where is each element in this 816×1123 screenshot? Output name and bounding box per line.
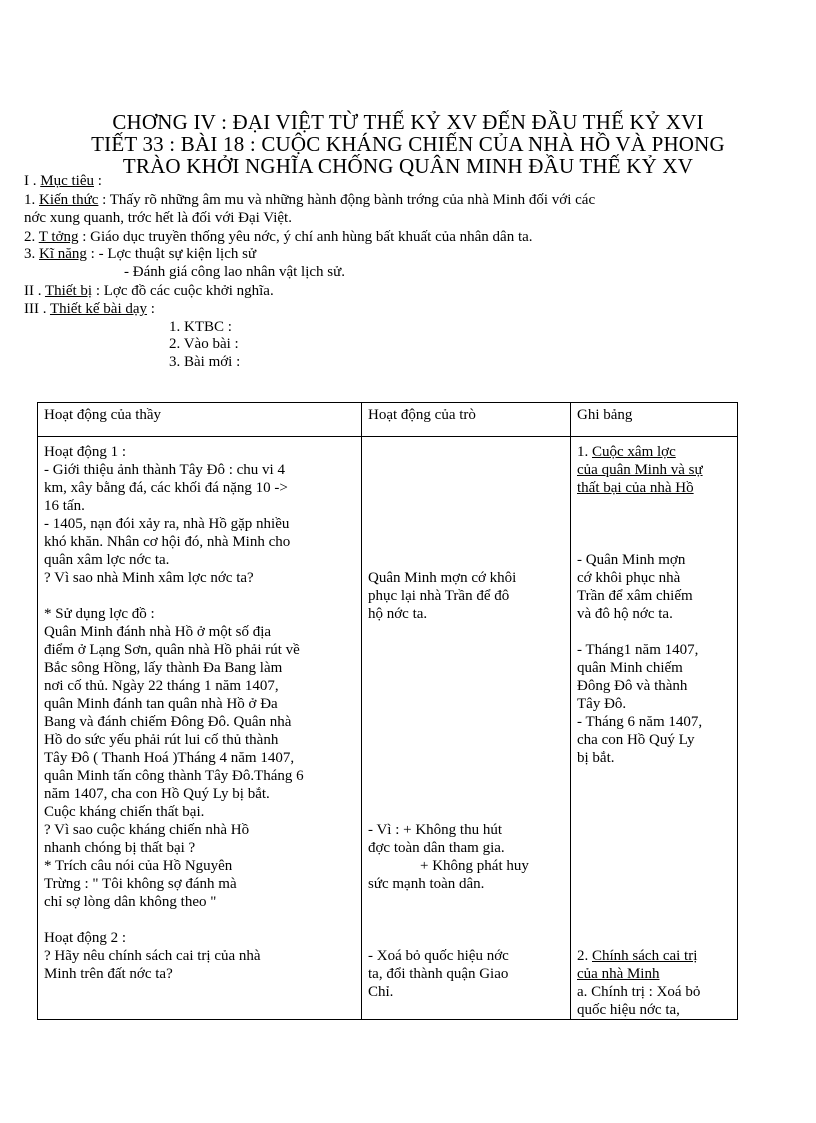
blank-line (44, 911, 357, 929)
chapter-title: CHƠNG IV : ĐẠI VIỆT TỪ THẾ KỶ XV ĐẾN ĐẦU THẾ KỶ XVI (112, 110, 704, 134)
student-line: ta, đổi thành quận Giao (368, 966, 509, 982)
student-line: phục lại nhà Trần để đô (368, 588, 510, 604)
teacher-line: 16 tấn. (44, 498, 85, 514)
teacher-line: * Sử dụng lợc đồ : (44, 606, 155, 622)
skills-line-2: - Đánh giá công lao nhân vật lịch sử. (124, 264, 345, 280)
board-line: Tây Đô. (577, 696, 627, 712)
equipment-line: II . Thiết bị : Lợc đồ các cuộc khởi nghĩa. (24, 283, 274, 299)
student-line: Chỉ. (368, 984, 394, 1000)
teacher-line: khó khăn. Nhân cơ hội đó, nhà Minh cho (44, 534, 291, 550)
board-line: - Tháng1 năm 1407, (577, 642, 699, 658)
teacher-line: ? Vì sao nhà Minh xâm lợc nớc ta? (44, 570, 254, 586)
table-header-row (38, 403, 738, 437)
lesson-table (37, 402, 738, 1020)
board-heading-1: 1. Cuộc xâm lợc (577, 444, 676, 460)
teacher-line: nơi cố thủ. Ngày 22 tháng 1 năm 1407, (44, 678, 279, 694)
board-heading-2-line-2: của nhà Minh (577, 966, 660, 982)
design-step-3: 3. Bài mới : (169, 354, 241, 370)
teacher-line: Bắc sông Hồng, lấy thành Đa Bang làm (44, 660, 283, 676)
teacher-line: - 1405, nạn đói xảy ra, nhà Hồ gặp nhiều (44, 516, 290, 532)
teacher-line: quân Minh đánh tan quân nhà Hồ ở Đa (44, 696, 278, 712)
teacher-line: Hồ do sức yếu phải rút lui cố thủ thành (44, 732, 279, 748)
teacher-line: Quân Minh đánh nhà Hồ ở một số địa (44, 624, 272, 640)
teacher-line: điểm ở Lạng Sơn, quân nhà Hồ phải rút về (44, 642, 300, 658)
board-line: Trần để xâm chiếm (577, 588, 693, 604)
student-line: sức mạnh toàn dân. (368, 876, 485, 892)
knowledge-line-1: 1. Kiến thức : Thấy rõ những âm mu và những hành động bành trớng của nhà Minh đối với các (24, 192, 596, 208)
board-line: cha con Hồ Quý Ly (577, 732, 695, 748)
teacher-line: Trừng : " Tôi không sợ đánh mà (44, 876, 237, 892)
teacher-line: năm 1407, cha con Hồ Quý Ly bị bắt. (44, 786, 270, 802)
teacher-line: Tây Đô ( Thanh Hoá )Tháng 4 năm 1407, (44, 750, 295, 766)
header-student: Hoạt động của trò (362, 403, 571, 437)
board-line: Đông Đô và thành (577, 678, 688, 694)
teacher-line: ? Vì sao cuộc kháng chiến nhà Hồ (44, 822, 250, 838)
teacher-line: ? Hãy nêu chính sách cai trị của nhà (44, 948, 261, 964)
student-line: - Vì : + Không thu hút (368, 822, 503, 838)
design-heading: III . Thiết kế bài dạy : (24, 301, 155, 317)
teacher-line: Cuộc kháng chiến thất bại. (44, 804, 205, 820)
board-line: cớ khôi phục nhà (577, 570, 681, 586)
teacher-line: Minh trên đất nớc ta? (44, 966, 173, 982)
teacher-line: * Trích câu nói của Hồ Nguyên (44, 858, 233, 874)
board-line: bị bắt. (577, 750, 615, 766)
student-line: đợc toàn dân tham gia. (368, 840, 505, 856)
teacher-line: quân Minh tấn công thành Tây Đô.Tháng 6 (44, 768, 304, 784)
teacher-line: Hoạt động 1 : (44, 444, 127, 460)
student-activities-cell (362, 437, 571, 1020)
student-line: - Xoá bỏ quốc hiệu nớc (368, 948, 509, 964)
teacher-line: Bang và đánh chiếm Đông Đô. Quân nhà (44, 714, 292, 730)
student-line: hộ nớc ta. (368, 606, 428, 622)
student-line: Quân Minh mợn cớ khôi (368, 570, 517, 586)
student-line: + Không phát huy (420, 858, 529, 874)
header-teacher: Hoạt động của thầy (38, 403, 362, 437)
blank-line (44, 587, 357, 605)
header-board: Ghi bảng (571, 403, 738, 437)
board-heading-1-line-2: của quân Minh và sự (577, 462, 703, 478)
thought-line: 2. T tởng : Giáo dục truyền thống yêu nớc, ý chí anh hùng bất khuất của nhân dân ta. (24, 229, 533, 245)
board-line: - Quân Minh mợn (577, 552, 686, 568)
teacher-activities-cell (38, 437, 362, 1020)
teacher-line: quân xâm lợc nớc ta. (44, 552, 170, 568)
board-heading-2: 2. Chính sách cai trị (577, 948, 698, 964)
teacher-line: - Giới thiệu ảnh thành Tây Đô : chu vi 4 (44, 462, 285, 478)
board-line: và đô hộ nớc ta. (577, 606, 673, 622)
board-line: - Tháng 6 năm 1407, (577, 714, 703, 730)
teacher-line: Hoạt động 2 : (44, 930, 127, 946)
design-step-1: 1. KTBC : (169, 319, 232, 335)
teacher-line: km, xây bằng đá, các khối đá nặng 10 -> (44, 480, 288, 496)
knowledge-line-2: nớc xung quanh, trớc hết là đối với Đại Việt. (24, 210, 292, 226)
skills-line-1: 3. Kĩ năng : - Lợc thuật sự kiện lịch sử (24, 246, 257, 262)
board-line: a. Chính trị : Xoá bỏ (577, 984, 701, 1000)
teacher-line: chỉ sợ lòng dân không theo " (44, 894, 217, 910)
board-line: quốc hiệu nớc ta, (577, 1002, 680, 1018)
board-line: quân Minh chiếm (577, 660, 683, 676)
table-row (38, 437, 738, 1020)
lesson-title-line-2: TRÀO KHỞI NGHĨA CHỐNG QUÂN MINH ĐẦU THẾ KỶ XV (122, 154, 694, 178)
lesson-title-line-1: TIẾT 33 : BÀI 18 : CUỘC KHÁNG CHIẾN CỦA NHÀ HỒ VÀ PHONG (91, 132, 725, 156)
teacher-line: nhanh chóng bị thất bại ? (44, 840, 196, 856)
objectives-heading: I . Mục tiêu : (24, 173, 102, 189)
board-heading-1-line-3: thất bại của nhà Hồ (577, 480, 694, 496)
design-step-2: 2. Vào bài : (169, 336, 239, 352)
board-notes-cell (571, 437, 738, 1020)
